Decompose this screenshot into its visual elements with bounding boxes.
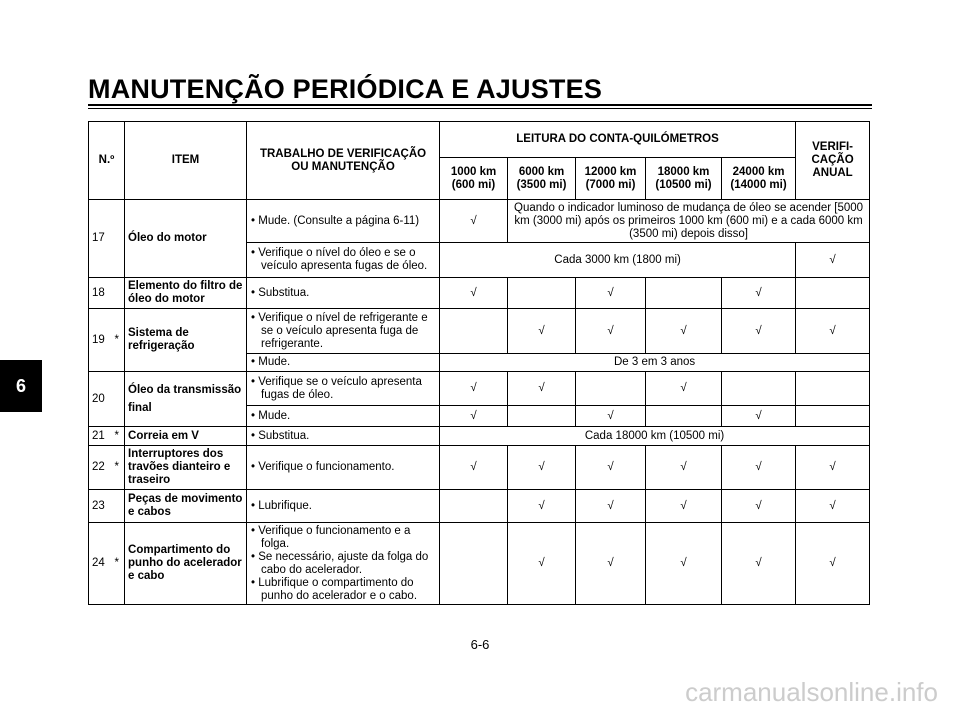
row-work: • Mude. [247, 406, 440, 427]
row-star [115, 200, 125, 278]
row-note: De 3 em 3 anos [440, 354, 870, 372]
table-header-row [89, 122, 870, 158]
table-row [89, 446, 870, 490]
row-work: • Substitua. [247, 427, 440, 446]
table-row [89, 372, 870, 406]
check-mark: √ [646, 523, 722, 605]
row-number: 24 [89, 523, 115, 605]
row-item: Peças de movimento e cabos [125, 490, 247, 523]
row-number: 19 [89, 309, 115, 372]
empty-cell [796, 406, 870, 427]
check-mark: √ [722, 523, 796, 605]
header-km-24000: 24000 km (14000 mi) [722, 158, 796, 200]
check-mark: √ [508, 446, 576, 490]
check-mark: √ [796, 446, 870, 490]
empty-cell [508, 278, 576, 309]
check-mark: √ [646, 446, 722, 490]
check-mark: √ [440, 200, 508, 243]
header-km-6000: 6000 km (3500 mi) [508, 158, 576, 200]
check-mark: √ [796, 309, 870, 354]
row-work: • Verifique o nível de refrigerante e se o veículo apresenta fuga de refrigerante. [247, 309, 440, 354]
row-number: 18 [89, 278, 115, 309]
row-star: * [115, 427, 125, 446]
row-star [115, 372, 125, 427]
row-item: Interruptores dos travões dianteiro e traseiro [125, 446, 247, 490]
empty-cell [440, 309, 508, 354]
row-note: Cada 3000 km (1800 mi) [440, 243, 796, 278]
check-mark: √ [796, 490, 870, 523]
empty-cell [796, 372, 870, 406]
check-mark: √ [508, 490, 576, 523]
check-mark: √ [576, 309, 646, 354]
check-mark: √ [722, 446, 796, 490]
check-mark: √ [576, 406, 646, 427]
header-km-12000: 12000 km (7000 mi) [576, 158, 646, 200]
row-item: Sistema de refrigeração [125, 309, 247, 372]
row-item: Compartimento do punho do acelerador e cabo [125, 523, 247, 605]
check-mark: √ [576, 490, 646, 523]
maintenance-table [88, 121, 870, 605]
check-mark: √ [508, 523, 576, 605]
header-item: ITEM [125, 122, 247, 200]
check-mark: √ [796, 523, 870, 605]
empty-cell [508, 406, 576, 427]
header-odometer: LEITURA DO CONTA-QUILÓMETROS [440, 122, 796, 158]
table-row [89, 427, 870, 446]
row-note: Quando o indicador luminoso de mudança de óleo se acender [5000 km (3000 mi) após os primeiros 1000 km (600 mi) e a cada 6000 km (3500 mi) depois disso] [508, 200, 870, 243]
header-km-18000: 18000 km (10500 mi) [646, 158, 722, 200]
chapter-tab: 6 [0, 360, 42, 412]
row-work: • Lubrifique. [247, 490, 440, 523]
table-row [89, 278, 870, 309]
header-no: N.º [89, 122, 125, 200]
row-number: 20 [89, 372, 115, 427]
row-number: 17 [89, 200, 115, 278]
check-mark: √ [508, 309, 576, 354]
empty-cell [646, 406, 722, 427]
check-mark: √ [722, 309, 796, 354]
check-mark: √ [646, 372, 722, 406]
header-km-1000: 1000 km (600 mi) [440, 158, 508, 200]
check-mark: √ [722, 278, 796, 309]
row-item: Óleo do motor [125, 200, 247, 278]
watermark: carmanualsonline.info [685, 677, 938, 707]
row-item: Correia em V [125, 427, 247, 446]
row-star [115, 278, 125, 309]
check-mark: √ [576, 446, 646, 490]
table-row [89, 490, 870, 523]
table-row [89, 523, 870, 605]
row-work: • Verifique o funcionamento. [247, 446, 440, 490]
row-item: Óleo da transmissão final [125, 372, 247, 427]
check-mark: √ [576, 278, 646, 309]
empty-cell [576, 372, 646, 406]
title-rule [88, 104, 872, 106]
check-mark: √ [440, 278, 508, 309]
row-work: • Substitua. [247, 278, 440, 309]
row-star: * [115, 446, 125, 490]
page-number: 6-6 [470, 637, 490, 652]
header-annual: VERIFI-CAÇÃO ANUAL [796, 122, 870, 200]
check-mark: √ [440, 446, 508, 490]
check-mark: √ [508, 372, 576, 406]
row-work: • Verifique se o veículo apresenta fugas de óleo. [247, 372, 440, 406]
row-work: • Mude. (Consulte a página 6-11) [247, 200, 440, 243]
row-work: • Mude. [247, 354, 440, 372]
header-work: TRABALHO DE VERIFICAÇÃO OU MANUTENÇÃO [247, 122, 440, 200]
row-star [115, 490, 125, 523]
empty-cell [440, 490, 508, 523]
check-mark: √ [646, 309, 722, 354]
row-item: Elemento do filtro de óleo do motor [125, 278, 247, 309]
check-mark: √ [722, 490, 796, 523]
check-mark: √ [646, 490, 722, 523]
empty-cell [646, 278, 722, 309]
check-mark: √ [440, 406, 508, 427]
check-mark: √ [722, 406, 796, 427]
empty-cell [722, 372, 796, 406]
page-title: MANUTENÇÃO PERIÓDICA E AJUSTES [88, 74, 603, 104]
table-row [89, 200, 870, 243]
row-star: * [115, 523, 125, 605]
row-work: • Verifique o funcionamento e a folga. • Se necessário, ajuste da folga do cabo do acelerador. • Lubrifique o compartimento do punho do acelerador e o cabo. [247, 523, 440, 605]
row-number: 22 [89, 446, 115, 490]
check-mark: √ [796, 243, 870, 278]
title-rule-thin [88, 108, 872, 109]
row-note: Cada 18000 km (10500 mi) [440, 427, 870, 446]
empty-cell [796, 278, 870, 309]
row-star: * [115, 309, 125, 372]
row-work: • Verifique o nível do óleo e se o veículo apresenta fugas de óleo. [247, 243, 440, 278]
row-number: 21 [89, 427, 115, 446]
check-mark: √ [440, 372, 508, 406]
empty-cell [440, 523, 508, 605]
check-mark: √ [576, 523, 646, 605]
table-row [89, 309, 870, 354]
row-number: 23 [89, 490, 115, 523]
